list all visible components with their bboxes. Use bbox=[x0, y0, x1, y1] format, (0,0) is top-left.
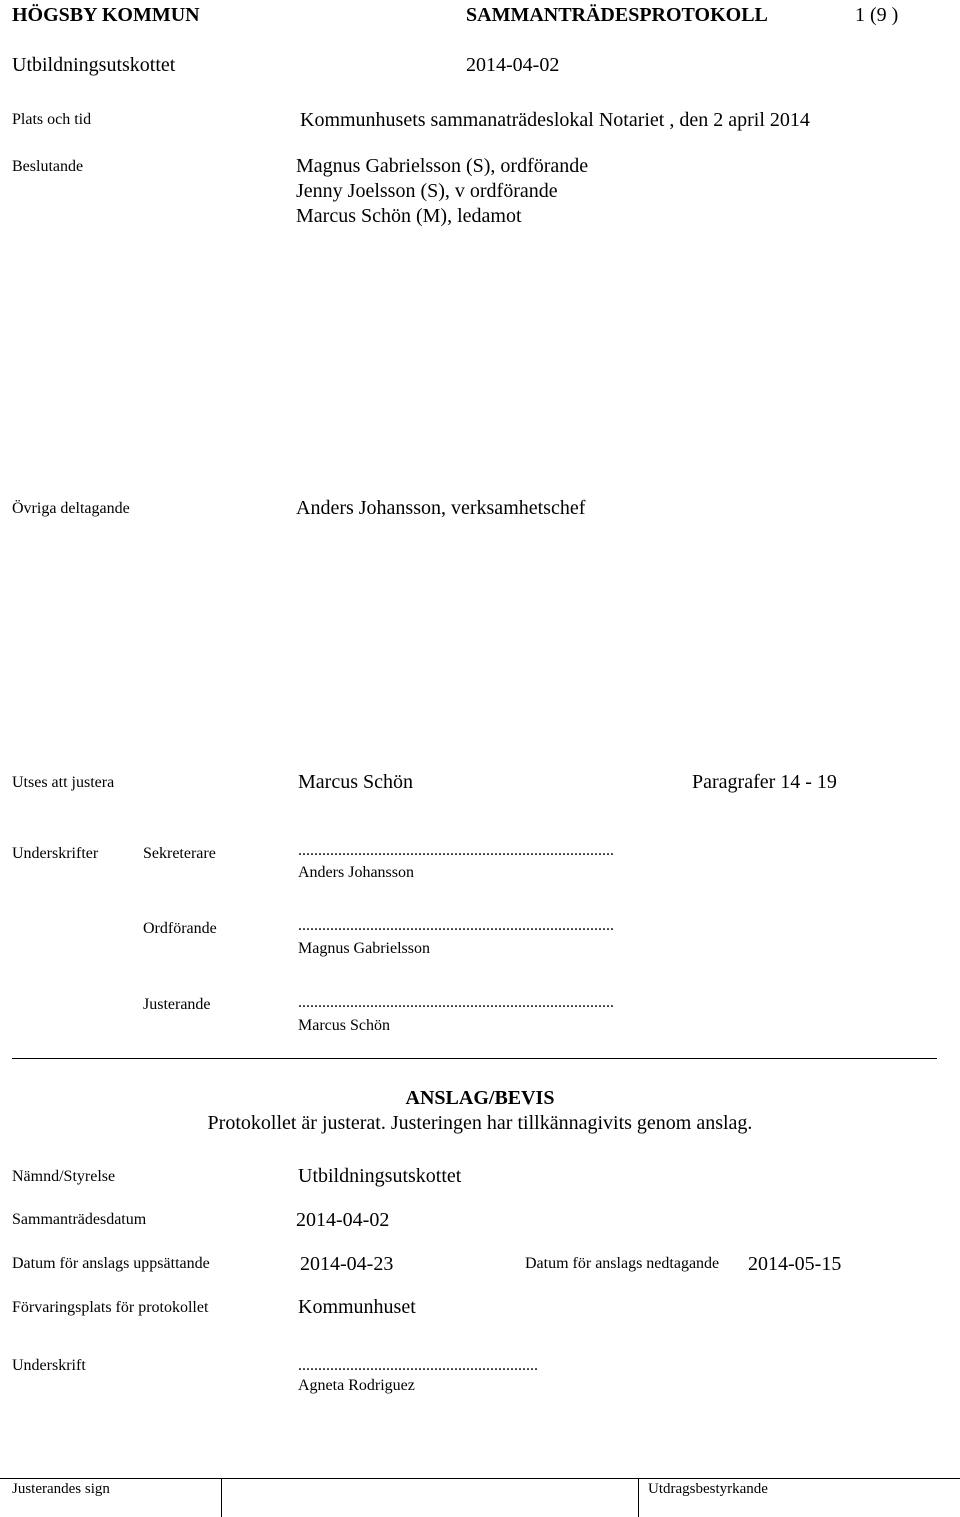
document-type: SAMMANTRÄDESPROTOKOLL bbox=[466, 4, 768, 26]
signatures-label: Underskrifter bbox=[12, 845, 99, 862]
paragraphs: Paragrafer 14 - 19 bbox=[692, 771, 837, 793]
chair-name: Magnus Gabrielsson bbox=[298, 940, 430, 957]
adjust-value: Marcus Schön bbox=[298, 771, 413, 793]
deciding-member: Jenny Joelsson (S), v ordförande bbox=[296, 180, 558, 202]
adjuster-signature-line: ............................................................................... bbox=[298, 994, 614, 1011]
signature-label: Underskrift bbox=[12, 1357, 86, 1374]
removed-label: Datum för anslags nedtagande bbox=[525, 1255, 720, 1272]
deciding-member: Marcus Schön (M), ledamot bbox=[296, 205, 522, 227]
secretary-role: Sekreterare bbox=[143, 845, 216, 862]
page-number: 1 (9 ) bbox=[855, 4, 899, 26]
adjust-label: Utses att justera bbox=[12, 774, 115, 791]
section-divider bbox=[12, 1058, 937, 1059]
footer-extract-certification: Utdragsbestyrkande bbox=[648, 1481, 768, 1497]
signature-line: ............................................................ bbox=[298, 1357, 538, 1374]
footer-rule bbox=[0, 1478, 960, 1479]
adjuster-role: Justerande bbox=[143, 996, 211, 1013]
footer-adjuster-sign: Justerandes sign bbox=[12, 1481, 110, 1497]
others-value: Anders Johansson, verksamhetschef bbox=[296, 497, 586, 519]
storage-label: Förvaringsplats för protokollet bbox=[12, 1299, 209, 1316]
adjuster-name: Marcus Schön bbox=[298, 1017, 390, 1034]
posted-value: 2014-04-23 bbox=[300, 1253, 394, 1275]
deciding-label: Beslutande bbox=[12, 158, 84, 175]
footer-divider bbox=[221, 1478, 222, 1517]
notice-title: ANSLAG/BEVIS bbox=[405, 1087, 555, 1109]
chair-role: Ordförande bbox=[143, 920, 217, 937]
meeting-date-value: 2014-04-02 bbox=[296, 1209, 390, 1231]
posted-label: Datum för anslags uppsättande bbox=[12, 1255, 210, 1272]
storage-value: Kommunhuset bbox=[298, 1296, 416, 1318]
removed-value: 2014-05-15 bbox=[748, 1253, 842, 1275]
board-value: Utbildningsutskottet bbox=[298, 1165, 462, 1187]
place-label: Plats och tid bbox=[12, 111, 92, 128]
footer-divider bbox=[638, 1478, 639, 1517]
signature-name: Agneta Rodriguez bbox=[298, 1377, 415, 1394]
place-value: Kommunhusets sammanaträdeslokal Notariet , den 2 april 2014 bbox=[300, 109, 810, 131]
secretary-signature-line: ............................................................................... bbox=[298, 842, 614, 859]
municipality-name: HÖGSBY KOMMUN bbox=[12, 4, 200, 26]
deciding-member: Magnus Gabrielsson (S), ordförande bbox=[296, 155, 589, 177]
committee-name: Utbildningsutskottet bbox=[12, 54, 176, 76]
secretary-name: Anders Johansson bbox=[298, 864, 414, 881]
others-label: Övriga deltagande bbox=[12, 500, 130, 517]
board-label: Nämnd/Styrelse bbox=[12, 1168, 116, 1185]
meeting-date-label: Sammanträdesdatum bbox=[12, 1211, 147, 1228]
notice-subtitle: Protokollet är justerat. Justeringen har tillkännagivits genom anslag. bbox=[207, 1112, 753, 1134]
chair-signature-line: ............................................................................... bbox=[298, 917, 614, 934]
header-date: 2014-04-02 bbox=[466, 54, 560, 76]
